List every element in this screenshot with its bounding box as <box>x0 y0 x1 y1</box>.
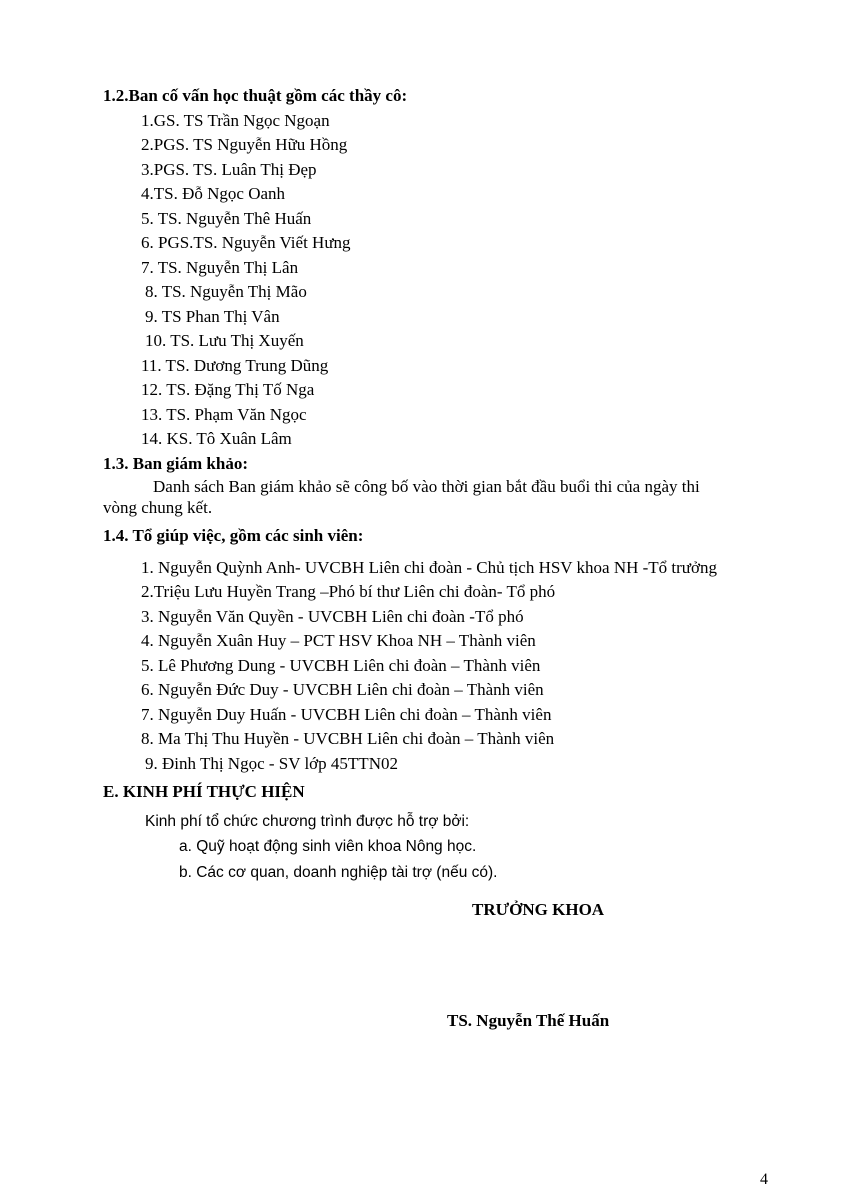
list-item: 2.PGS. TS Nguyễn Hữu Hồng <box>141 135 348 154</box>
funding-heading: E. KINH PHÍ THỰC HIỆN <box>103 782 305 801</box>
advisors-heading: 1.2.Ban cố vấn học thuật gồm các thầy cô: <box>103 86 408 105</box>
judges-text-line2: vòng chung kết. <box>103 498 213 517</box>
list-item: 11. TS. Dương Trung Dũng <box>141 356 329 375</box>
list-item: 1. Nguyễn Quỳnh Anh- UVCBH Liên chi đoàn - Chủ tịch HSV khoa NH -Tổ trưởng <box>141 558 717 577</box>
judges-text-line1: Danh sách Ban giám khảo sẽ công bố vào thời gian bắt đầu buổi thi của ngày thi <box>153 477 700 496</box>
list-item: 3.PGS. TS. Luân Thị Đẹp <box>141 160 317 179</box>
list-item: 6. PGS.TS. Nguyễn Viết Hưng <box>141 233 351 252</box>
list-item: 14. KS. Tô Xuân Lâm <box>141 429 292 448</box>
assistants-heading: 1.4. Tổ giúp việc, gồm các sinh viên: <box>103 526 364 545</box>
list-item: 12. TS. Đặng Thị Tố Nga <box>141 380 315 399</box>
list-item: 4. Nguyễn Xuân Huy – PCT HSV Khoa NH – Thành viên <box>141 631 536 650</box>
funding-intro: Kinh phí tổ chức chương trình được hỗ trợ bởi: <box>145 813 470 830</box>
list-item: 5. Lê Phương Dung - UVCBH Liên chi đoàn – Thành viên <box>141 656 541 675</box>
list-item: 4.TS. Đỗ Ngọc Oanh <box>141 184 286 203</box>
judges-heading: 1.3. Ban giám khảo: <box>103 454 248 473</box>
list-item: 13. TS. Phạm Văn Ngọc <box>141 405 307 424</box>
signature-title: TRƯỞNG KHOA <box>472 900 605 919</box>
list-item: 7. TS. Nguyễn Thị Lân <box>141 258 299 277</box>
signature-name: TS. Nguyễn Thế Huấn <box>447 1011 610 1030</box>
list-item: 8. Ma Thị Thu Huyền - UVCBH Liên chi đoàn – Thành viên <box>141 729 555 748</box>
list-item: 7. Nguyễn Duy Huấn - UVCBH Liên chi đoàn – Thành viên <box>141 705 552 724</box>
list-item: b. Các cơ quan, doanh nghiệp tài trợ (nếu có). <box>179 864 498 881</box>
list-item: 2.Triệu Lưu Huyền Trang –Phó bí thư Liên chi đoàn- Tổ phó <box>141 582 556 601</box>
list-item: 9. Đinh Thị Ngọc - SV lớp 45TTN02 <box>145 754 398 773</box>
list-item: 8. TS. Nguyễn Thị Mão <box>145 282 307 301</box>
list-item: 1.GS. TS Trần Ngọc Ngoạn <box>141 111 330 130</box>
list-item: 5. TS. Nguyễn Thê Huấn <box>141 209 312 228</box>
list-item: a. Quỹ hoạt động sinh viên khoa Nông học. <box>179 838 477 855</box>
page-number: 4 <box>760 1171 768 1188</box>
list-item: 9. TS Phan Thị Vân <box>145 307 280 326</box>
list-item: 3. Nguyễn Văn Quyền - UVCBH Liên chi đoàn -Tổ phó <box>141 607 524 626</box>
list-item: 6. Nguyễn Đức Duy - UVCBH Liên chi đoàn – Thành viên <box>141 680 544 699</box>
list-item: 10. TS. Lưu Thị Xuyến <box>145 331 304 350</box>
